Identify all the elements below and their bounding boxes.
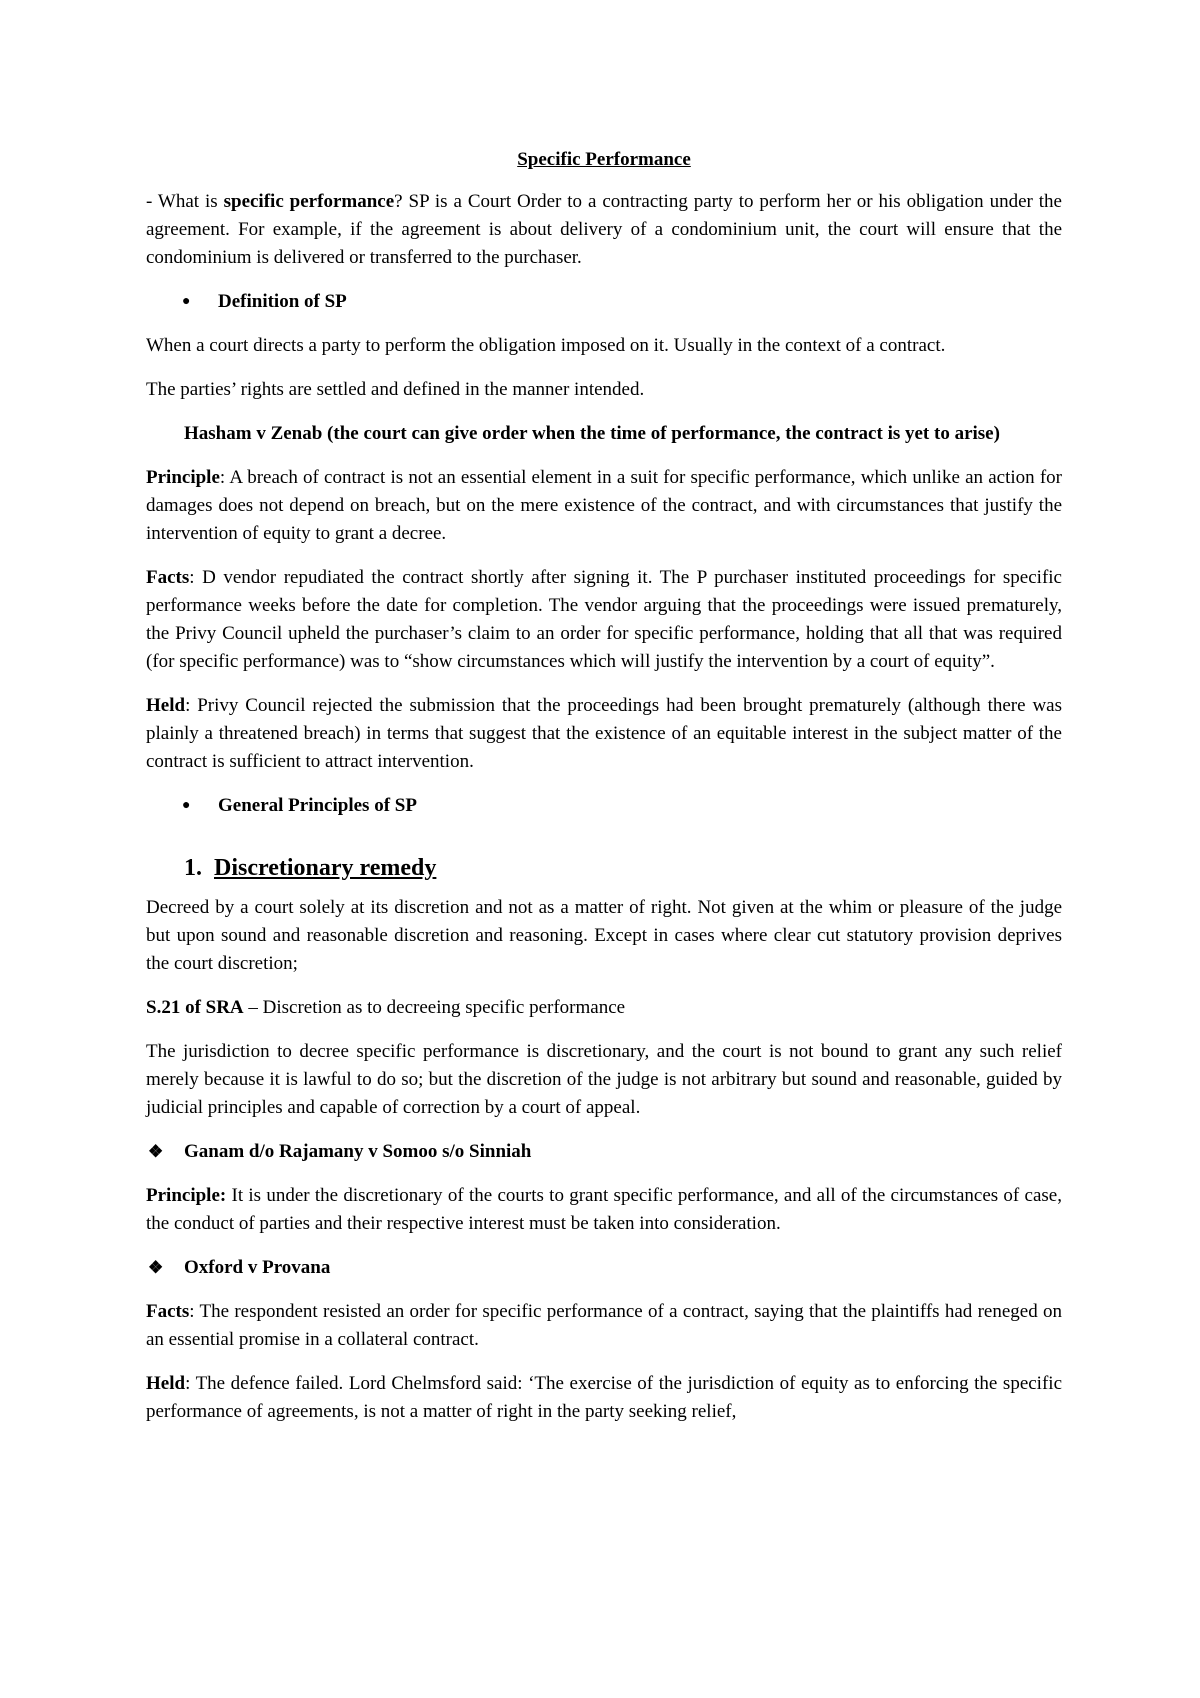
intro-term: specific performance xyxy=(223,191,395,212)
case-oxford-heading xyxy=(146,1254,1062,1282)
held-text: : Privy Council rejected the submission that the proceedings had been brought prematurely (although there was plainly a threatened breach) in terms that suggest that the existence of an equitable interest in the subject matter of the contract is sufficient to attract intervention. xyxy=(146,695,1062,772)
principle-label: Principle xyxy=(146,467,220,488)
bullet-definition-label: Definition of SP xyxy=(218,291,347,312)
held-label: Held xyxy=(146,1373,186,1394)
facts-text: : The respondent resisted an order for specific performance of a contract, saying that the plaintiffs had reneged on an essential promise in a collateral contract. xyxy=(146,1301,1062,1350)
discretionary-paragraph-2: The jurisdiction to decree specific performance is discretionary, and the court is not bound to grant any such relief merely because it is lawful to do so; but the discretion of the judge is not arbitrary but sound and reasonable, guided by judicial principles and capable of correction by a court of appeal. xyxy=(146,1041,1062,1118)
facts-label: Facts xyxy=(146,567,190,588)
case-hasham-principle xyxy=(146,464,1062,548)
diamond-bullet-icon: ❖ xyxy=(148,1142,164,1161)
case-ganam-heading xyxy=(146,1138,1062,1166)
case-hasham-held xyxy=(146,692,1062,776)
bullet-dot-icon: ● xyxy=(182,294,191,309)
facts-text: : D vendor repudiated the contract shortly after signing it. The P purchaser instituted proceedings for specific performance weeks before the date for completion. The vendor arguing that the proceedings were issued prematurely, the Privy Council upheld the purchaser’s claim to an order for specific performance, holding that all that was required (for specific performance) was to “show circumstances which will justify the intervention by a court of equity”. xyxy=(146,567,1062,672)
definition-paragraph-1: When a court directs a party to perform the obligation imposed on it. Usually in the context of a contract. xyxy=(146,335,946,356)
statute-line xyxy=(146,994,1062,1022)
principle-text: It is under the discretionary of the courts to grant specific performance, and all of the circumstances of case, the conduct of parties and their respective interest must be taken into consideration. xyxy=(146,1185,1062,1234)
case-oxford-held xyxy=(146,1370,1062,1426)
case-ganam-title: Ganam d/o Rajamany v Somoo s/o Sinniah xyxy=(184,1141,532,1162)
discretionary-paragraph-1: Decreed by a court solely at its discretion and not as a matter of right. Not given at the whim or pleasure of the judge but upon sound and reasonable discretion and reasoning. Except in cases where clear cut statutory provision deprives the court discretion; xyxy=(146,897,1062,974)
case-oxford-title: Oxford v Provana xyxy=(184,1257,331,1278)
bullet-general-principles-label: General Principles of SP xyxy=(218,795,417,816)
section-heading-discretionary xyxy=(184,852,1062,884)
facts-label: Facts xyxy=(146,1301,190,1322)
case-oxford-facts xyxy=(146,1298,1062,1354)
case-hasham-title: Hasham v Zenab (the court can give order when the time of performance, the contract is yet to arise) xyxy=(184,423,1000,444)
section-heading-text: Discretionary remedy xyxy=(214,855,437,881)
bullet-general-principles xyxy=(146,792,1062,820)
principle-label: Principle: xyxy=(146,1185,227,1206)
statute-label: S.21 of SRA xyxy=(146,997,244,1018)
intro-prefix: - What is xyxy=(146,191,224,212)
diamond-bullet-icon: ❖ xyxy=(148,1258,164,1277)
bullet-dot-icon: ● xyxy=(182,798,191,813)
held-label: Held xyxy=(146,695,186,716)
held-text: : The defence failed. Lord Chelmsford said: ‘The exercise of the jurisdiction of equity as to enforcing the specific performance of agreements, is not a matter of right in the party seeking relief, xyxy=(146,1373,1062,1422)
intro-paragraph xyxy=(146,188,1062,272)
principle-text: : A breach of contract is not an essential element in a suit for specific performance, which unlike an action for damages does not depend on breach, but on the mere existence of the contract, and with circumstances that justify the intervention of equity to grant a decree. xyxy=(146,467,1062,544)
intro-rest: ? SP is a Court Order to a contracting party to perform her or his obligation under the agreement. For example, if the agreement is about delivery of a condominium unit, the court will ensure that the condominium is delivered or transferred to the purchaser. xyxy=(146,191,1062,268)
section-number: 1. xyxy=(184,855,202,881)
bullet-definition xyxy=(146,288,1062,316)
case-ganam-principle xyxy=(146,1182,1062,1238)
definition-paragraph-2: The parties’ rights are settled and defined in the manner intended. xyxy=(146,379,645,400)
page-title: Specific Performance xyxy=(517,149,691,170)
case-hasham-facts xyxy=(146,564,1062,676)
statute-text: – Discretion as to decreeing specific performance xyxy=(243,997,626,1018)
